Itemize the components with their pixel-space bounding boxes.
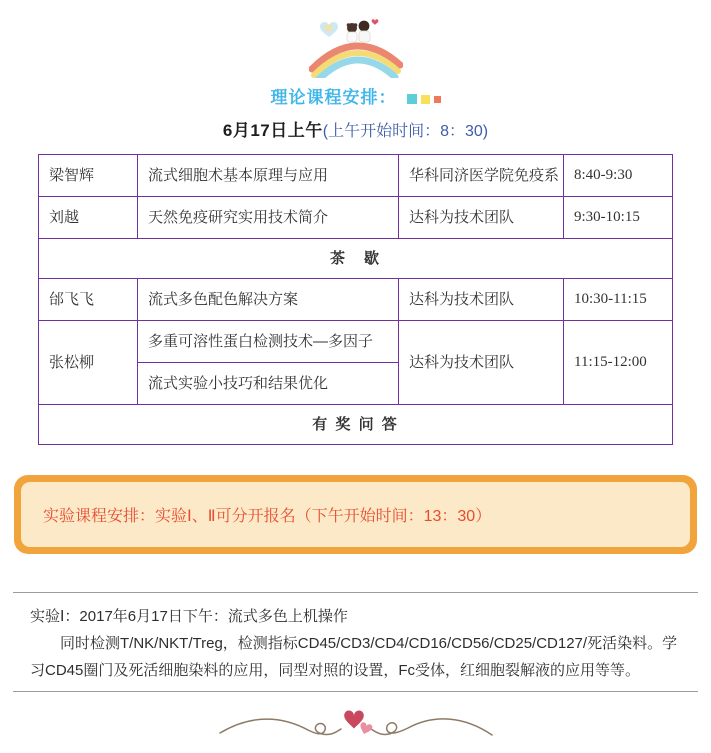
decor-square-teal	[407, 94, 417, 104]
rainbow-illustration	[309, 12, 403, 78]
time-cell: 11:15-12:00	[564, 321, 673, 405]
org-cell: 华科同济医学院免疫系	[399, 155, 564, 197]
table-row	[39, 197, 673, 239]
decor-square-red	[434, 96, 441, 103]
topic-cell: 流式实验小技巧和结果优化	[138, 363, 399, 405]
experiment-banner-inner	[21, 482, 690, 547]
page-title-row	[0, 83, 711, 109]
table-row	[39, 155, 673, 197]
small-heart	[358, 722, 373, 736]
decor-square-yellow	[421, 95, 430, 104]
time-cell: 10:30-11:15	[564, 279, 673, 321]
qa-cell: 有 奖 问 答	[39, 405, 673, 445]
qa-row	[39, 405, 673, 445]
divider-line-bottom	[13, 691, 698, 692]
tea-break-row	[39, 239, 673, 279]
divider-line-top	[13, 592, 698, 593]
date-heading-bold: 6月17日上午	[222, 121, 323, 140]
title-decor-squares	[403, 89, 441, 109]
topic-cell: 天然免疫研究实用技术简介	[138, 197, 399, 239]
date-heading-detail: (上午开始时间：8：30)	[322, 123, 489, 140]
heart-divider	[0, 704, 711, 753]
org-cell: 达科为技术团队	[399, 279, 564, 321]
tiny-heart	[371, 19, 378, 25]
date-heading	[0, 116, 711, 141]
table-row	[39, 321, 673, 363]
experiment-title-line: 实验Ⅰ：2017年6月17日下午：流式多色上机操作	[30, 608, 348, 625]
time-cell: 9:30-10:15	[564, 197, 673, 239]
org-cell: 达科为技术团队	[399, 197, 564, 239]
time-cell: 8:40-9:30	[564, 155, 673, 197]
tea-break-cell: 茶 歇	[39, 239, 673, 279]
schedule-table	[38, 154, 673, 445]
page-title: 理论课程安排：	[270, 88, 397, 107]
speaker-cell: 邰飞飞	[39, 279, 138, 321]
speaker-cell: 梁智辉	[39, 155, 138, 197]
speaker-cell: 刘越	[39, 197, 138, 239]
org-cell: 达科为技术团队	[399, 321, 564, 405]
kids-figures	[346, 21, 369, 42]
topic-cell: 流式细胞术基本原理与应用	[138, 155, 399, 197]
table-row	[39, 279, 673, 321]
topic-cell: 流式多色配色解决方案	[138, 279, 399, 321]
heart-divider-graphic	[216, 704, 496, 748]
experiment-banner	[14, 475, 697, 554]
speaker-cell: 张松柳	[39, 321, 138, 405]
hero-section	[0, 12, 711, 83]
experiment-banner-text: 实验课程安排：实验Ⅰ、Ⅱ可分开报名（下午开始时间：13：30）	[43, 508, 492, 525]
experiment-details	[30, 603, 681, 684]
topic-cell: 多重可溶性蛋白检测技术—多因子	[138, 321, 399, 363]
experiment-paragraph: 同时检测T/NK/NKT/Treg，检测指标CD45/CD3/CD4/CD16/CD56/CD25/CD127/死活染料。学习CD45圈门及死活细胞染料的应用，同型对照的设置，Fc受体，红细胞裂解液的应用等等。	[30, 635, 678, 679]
